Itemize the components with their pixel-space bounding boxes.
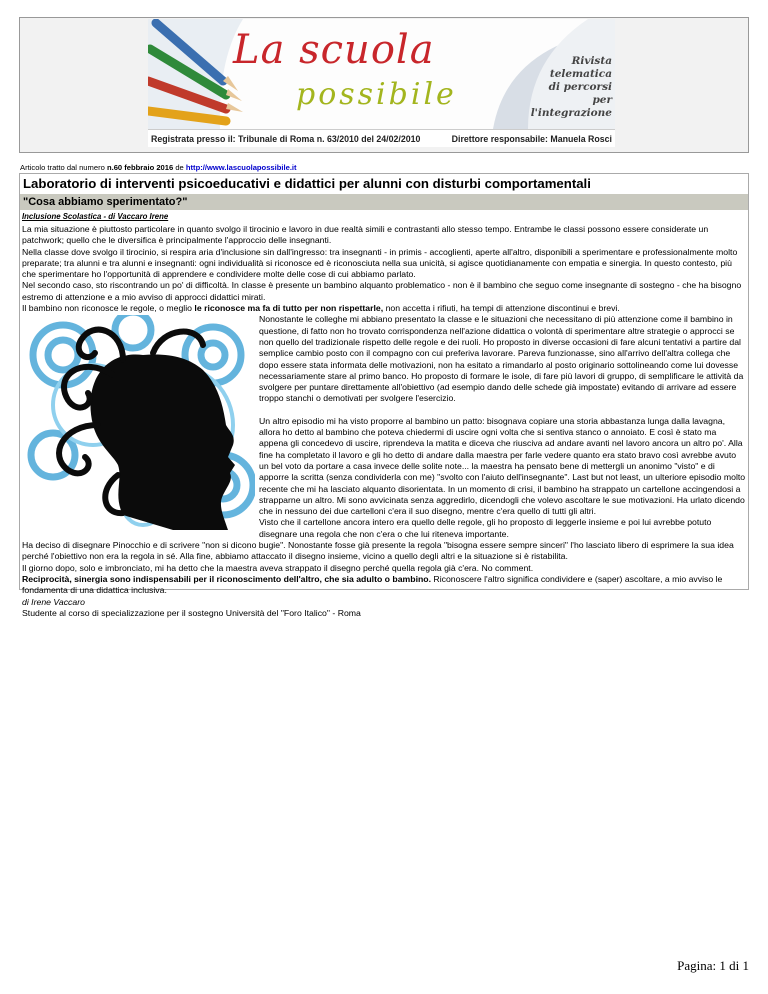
author-signature: di Irene Vaccaro [22, 596, 85, 607]
masthead-tagline: Rivista telematica di percorsi per l'integrazione [530, 55, 612, 119]
article-title: Laboratorio di interventi psicoeducativi e didattici per alunni con disturbi comportamentali [23, 176, 591, 191]
paragraph: Nel secondo caso, sto riscontrando un po' di difficoltà. In classe è presente un bambino alquanto problematico - non è il bambino che seguo come insegnante di sostegno - che ha bisogno estremo di attenzione e a mio avviso di approcci didattici mirati. [22, 280, 742, 302]
article-body [20, 224, 748, 619]
article-subtitle: "Cosa abbiamo sperimentato?" [20, 194, 748, 210]
article-box [19, 173, 749, 618]
paragraph: Nella classe dove svolgo il tirocinio, si respira aria d'inclusione sin dall'ingresso: tra insegnanti - in primis - accoglienti, aperte all'altro, disponibili a sperimentare e professionalmente molto preparate; tra alunni e tra alunni e insegnanti: ogni individualità si riconosce ed è riconosciuta nella sua unicità, si agisce quotidianamente con empatia e sinergia. In questo contesto, più che sperimentare ho l'opportunità di apprendere e condividere molte delle cose di cui abbiamo parlato. [22, 246, 738, 280]
paragraph: Ha deciso di disegnare Pinocchio e di scrivere "non si dicono bugie". Nonostante fosse già presente la regola "bisogna essere sempre sinceri" l'ho lasciato libero di esprimere la sua idea perché l'obiettivo non era la regola in sé. Alla fine, abbiamo attaccato il disegno insieme, vicino a quello degli altri e la situazione si è ristabilita. [22, 540, 734, 562]
paragraph: Il giorno dopo, solo e imbronciato, mi ha detto che la maestra aveva strappato il disegno perché quella regola già c'era. No comment. [22, 562, 534, 573]
paragraph: Reciprocità, sinergia sono indispensabili per il riconoscimento dell'altro, che sia adulto o bambino. Riconoscere l'altro significa condividere e (saper) ascoltare, a mio avviso le fondamenta di una didattica inclusiva. [22, 573, 723, 596]
issue-number: n.60 febbraio 2016 [106, 163, 174, 172]
paragraph: Un altro episodio mi ha visto proporre al bambino un patto: bisognava copiare una storia abbastanza lunga dalla lavagna, allora ho detto al bambino che poteva chiedermi di uscire ogni volta che si sentiva stanco o annoiato. E così è stato ma appena gli concedevo di uscire, riprendeva la matita e diceva che riusciva ad andare avanti nel lavoro ancora un altro po'. Alla fine ha completato il lavoro e gli ho detto di andare dalla maestra per farle vedere quanto era stato bravo così avrebbe avuto un bel voto da portare a casa invece delle solite note... la maestra ha pensato bene di mettergli un anonimo "visto" e di apporre la scritta (senza condividerla con me) "svolto con l'aiuto dell'insegnante". Last but not least, un ulteriore episodio molto recente che mi ha lasciato alquanto disorientata. In un momento di crisi, il bambino ha strappato un cartellone accingendosi a strapparne un altro. Mi sono avvicinata senza aggredirlo, dicendogli che volevo ascoltare le sue motivazioni. Ha urlato dicendo che in nessuno dei due cartelloni c'era il suo disegno, mentre c'era quello di tutti gli altri. [259, 415, 746, 517]
site-link[interactable]: http://www.lascuolapossibile.it [185, 163, 297, 172]
page-number: Pagina: 1 di 1 [677, 958, 749, 973]
masthead-banner [148, 19, 615, 147]
source-line: Articolo tratto dal numero n.60 febbraio 2016 de http://www.lascuolapossibile.it [20, 163, 297, 172]
child-silhouette-illustration [23, 315, 255, 530]
director-text: Direttore responsabile: Manuela Rosci [451, 134, 612, 144]
article-category: Inclusione Scolastica - di Vaccaro Irene [22, 212, 169, 221]
paragraph: Nonostante le colleghe mi abbiano presentato la classe e le situazioni che necessitano di più attenzione come il bambino in questione, di fatto non ho trovato corrispondenza nell'azione didattica o volontà di sperimentare altre strategie o approcci se non quello del tradizionale rispetto delle regole e dei ruoli. Ho proposto in diverse occasioni di fare alcuni tentativi a partire dal semplice cambio posto con il compagno con cui preferiva lavorare. Pareva funzionasse, sino all'arrivo dell'altra collega che dopo essere stata informata delle motivazioni, non ha esitato a rimandarlo al posto originario sottolineando come lui dovesse necessariamente stare al primo banco. Ho proposto di formare le isole, di fare più lavori di gruppo, di semplificare le attività da svolgere per puntare direttamente all'obiettivo (ad esempio dando delle schede già impostate) evitando di arrivare ad essere troppo stanchi o demotivati per svolgere l'esercizio. [259, 314, 744, 404]
masthead-info-bar [148, 129, 615, 147]
author-role: Studente al corso di specializzazione per il sostegno Università del "Foro Italico" - Roma [22, 607, 361, 618]
paragraph: Il bambino non riconosce le regole, o meglio le riconosce ma fa di tutto per non rispettarle, non accetta i rifiuti, ha tempi di attenzione discontinui e brevi. [22, 303, 620, 314]
masthead-title-line2: possibile [296, 77, 457, 112]
registration-text: Registrata presso il: Tribunale di Roma n. 63/2010 del 24/02/2010 [151, 134, 421, 144]
paragraph: Visto che il cartellone ancora intero era quello delle regole, gli ho proposto di leggerle insieme e poi lui avrebbe potuto disegnare una regola che non c'era o che lui riteneva importante. [259, 517, 712, 539]
masthead-title-line1: La scuola [233, 27, 435, 73]
paragraph: La mia situazione è piuttosto particolare in quanto svolgo il tirocinio e lavoro in due realtà simili e contrastanti allo stesso tempo. Entrambe le classi possono essere considerate un patchwork; quello che le diversifica è principalmente l'approccio delle insegnanti. [22, 224, 709, 246]
